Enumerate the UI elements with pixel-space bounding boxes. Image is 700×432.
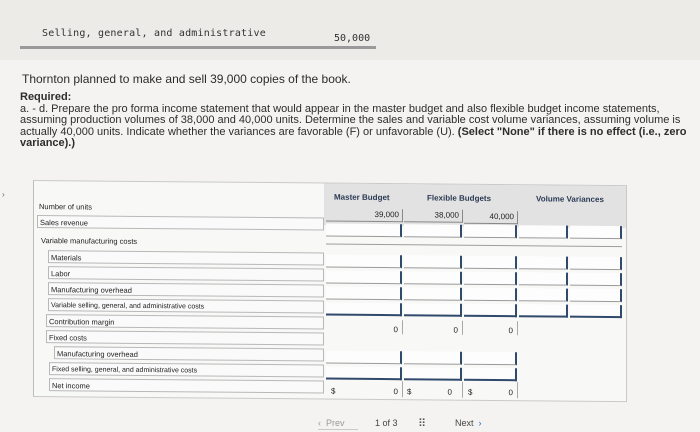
sga-line-value: 50,000 <box>334 33 371 44</box>
select-sales-variance-type[interactable] <box>570 226 622 239</box>
input-labor-variance[interactable] <box>519 272 568 285</box>
input-sales-flex1[interactable] <box>404 224 462 238</box>
input-materials-flex2[interactable] <box>464 256 517 269</box>
row-label-fixed-sga: Fixed selling, general, and administrative costs <box>49 362 324 377</box>
net-income-dollar-flex2: $ <box>468 387 473 397</box>
header-volume-variances: Volume Variances <box>536 194 604 204</box>
sep-cm-1 <box>402 320 403 334</box>
input-sales-variance[interactable] <box>519 225 568 238</box>
input-sales-master[interactable] <box>326 224 402 238</box>
units-flex1-cell <box>404 209 463 223</box>
units-flex2-cell <box>464 211 518 224</box>
prev-underline <box>318 429 358 430</box>
divider-variable-costs <box>326 244 622 248</box>
units-master-cell <box>326 209 403 223</box>
next-label: Next <box>455 418 474 428</box>
row-label-sales-revenue: Sales revenue <box>37 215 324 231</box>
select-materials-variance-type[interactable] <box>570 257 622 270</box>
input-labor-flex1[interactable] <box>404 271 462 285</box>
chevron-right-icon: › <box>478 418 482 428</box>
input-var-overhead-flex1[interactable] <box>404 287 462 301</box>
total-rule <box>20 46 376 49</box>
grid-icon[interactable]: ⠿ <box>418 418 427 430</box>
units-flex2: 40,000 <box>489 211 514 222</box>
prev-label: Prev <box>326 418 345 428</box>
input-var-sga-master[interactable] <box>326 303 402 317</box>
required-note: (Select "None" if there is no effect (i.e., zero variance).) <box>20 125 687 149</box>
sep-cm-3 <box>517 321 518 335</box>
income-statement-table <box>33 180 627 402</box>
select-var-overhead-variance-type[interactable] <box>570 289 622 302</box>
input-fixed-sga-flex2[interactable] <box>464 368 517 381</box>
row-label-variable-manufacturing-costs: Variable manufacturing costs <box>41 236 138 246</box>
net-income-flex2-value: 0 <box>508 388 513 398</box>
select-var-sga-variance-type[interactable] <box>570 305 622 318</box>
side-marker: › <box>2 190 5 199</box>
chevron-left-icon: ‹ <box>318 418 321 428</box>
instructions <box>20 92 695 150</box>
contribution-flex2-value: 0 <box>508 326 513 336</box>
sep-ni-2 <box>462 382 463 398</box>
input-var-overhead-flex2[interactable] <box>464 288 517 301</box>
input-var-overhead-variance[interactable] <box>519 288 568 301</box>
row-label-variable-sga: Variable selling, general, and administrative costs <box>48 298 324 313</box>
input-var-overhead-master[interactable] <box>326 287 402 301</box>
row-label-materials: Materials <box>48 250 324 265</box>
input-fixed-overhead-flex1[interactable] <box>404 351 462 365</box>
input-var-sga-variance[interactable] <box>519 304 568 317</box>
header-master-budget: Master Budget <box>334 192 390 203</box>
units-flex1: 38,000 <box>434 210 459 220</box>
units-master: 39,000 <box>374 209 399 220</box>
sga-line-label: Selling, general, and administrative <box>42 28 266 39</box>
required-heading: Required: <box>20 91 72 103</box>
select-labor-variance-type[interactable] <box>570 273 622 286</box>
contribution-master-value: 0 <box>393 325 398 335</box>
net-income-dollar-master: $ <box>331 386 336 396</box>
row-label-fixed-costs: Fixed costs <box>46 330 324 345</box>
row-label-number-of-units: Number of units <box>39 202 92 212</box>
input-labor-flex2[interactable] <box>464 272 517 285</box>
input-materials-variance[interactable] <box>519 256 568 269</box>
net-income-flex1-value: 0 <box>447 387 452 397</box>
contribution-flex1-value: 0 <box>453 325 458 335</box>
required-body: a. - d. Prepare the pro forma income statement that would appear in the master budget and also flexible budget income statements, assuming production volumes of 38,000 and 40,000 units. Determine the sales and variable cost volume variances, assuming volume is actually 40,000 units. Indicate whether the variances are favorable (F) or unfavorable (U). <box>20 102 681 138</box>
header-flexible-budgets: Flexible Budgets <box>427 193 492 203</box>
sep-cm-2 <box>462 321 463 335</box>
input-materials-flex1[interactable] <box>404 255 462 269</box>
sep-ni-3 <box>517 382 518 398</box>
row-label-labor: Labor <box>48 266 324 281</box>
input-materials-master[interactable] <box>326 255 402 269</box>
prev-button[interactable] <box>318 418 345 428</box>
page-indicator: 1 of 3 <box>375 418 398 428</box>
next-button[interactable] <box>455 418 482 428</box>
input-var-sga-flex2[interactable] <box>464 304 517 317</box>
input-sales-flex2[interactable] <box>464 225 517 238</box>
row-label-manufacturing-overhead-fixed: Manufacturing overhead <box>54 346 324 361</box>
sep-ni-1 <box>402 381 403 397</box>
net-income-master-value: 0 <box>393 387 398 397</box>
row-label-contribution-margin: Contribution margin <box>46 314 324 329</box>
row-label-net-income: Net income <box>49 378 324 393</box>
input-fixed-overhead-flex2[interactable] <box>464 352 517 365</box>
input-fixed-sga-master[interactable] <box>326 367 402 381</box>
input-var-sga-flex1[interactable] <box>404 303 462 317</box>
input-fixed-overhead-master[interactable] <box>326 351 402 365</box>
row-label-manufacturing-overhead-variable: Manufacturing overhead <box>48 282 324 297</box>
input-fixed-sga-flex1[interactable] <box>404 367 462 381</box>
net-income-dollar-flex1: $ <box>407 387 412 397</box>
plan-statement: Thornton planned to make and sell 39,000 copies of the book. <box>22 72 351 86</box>
input-labor-master[interactable] <box>326 271 402 285</box>
